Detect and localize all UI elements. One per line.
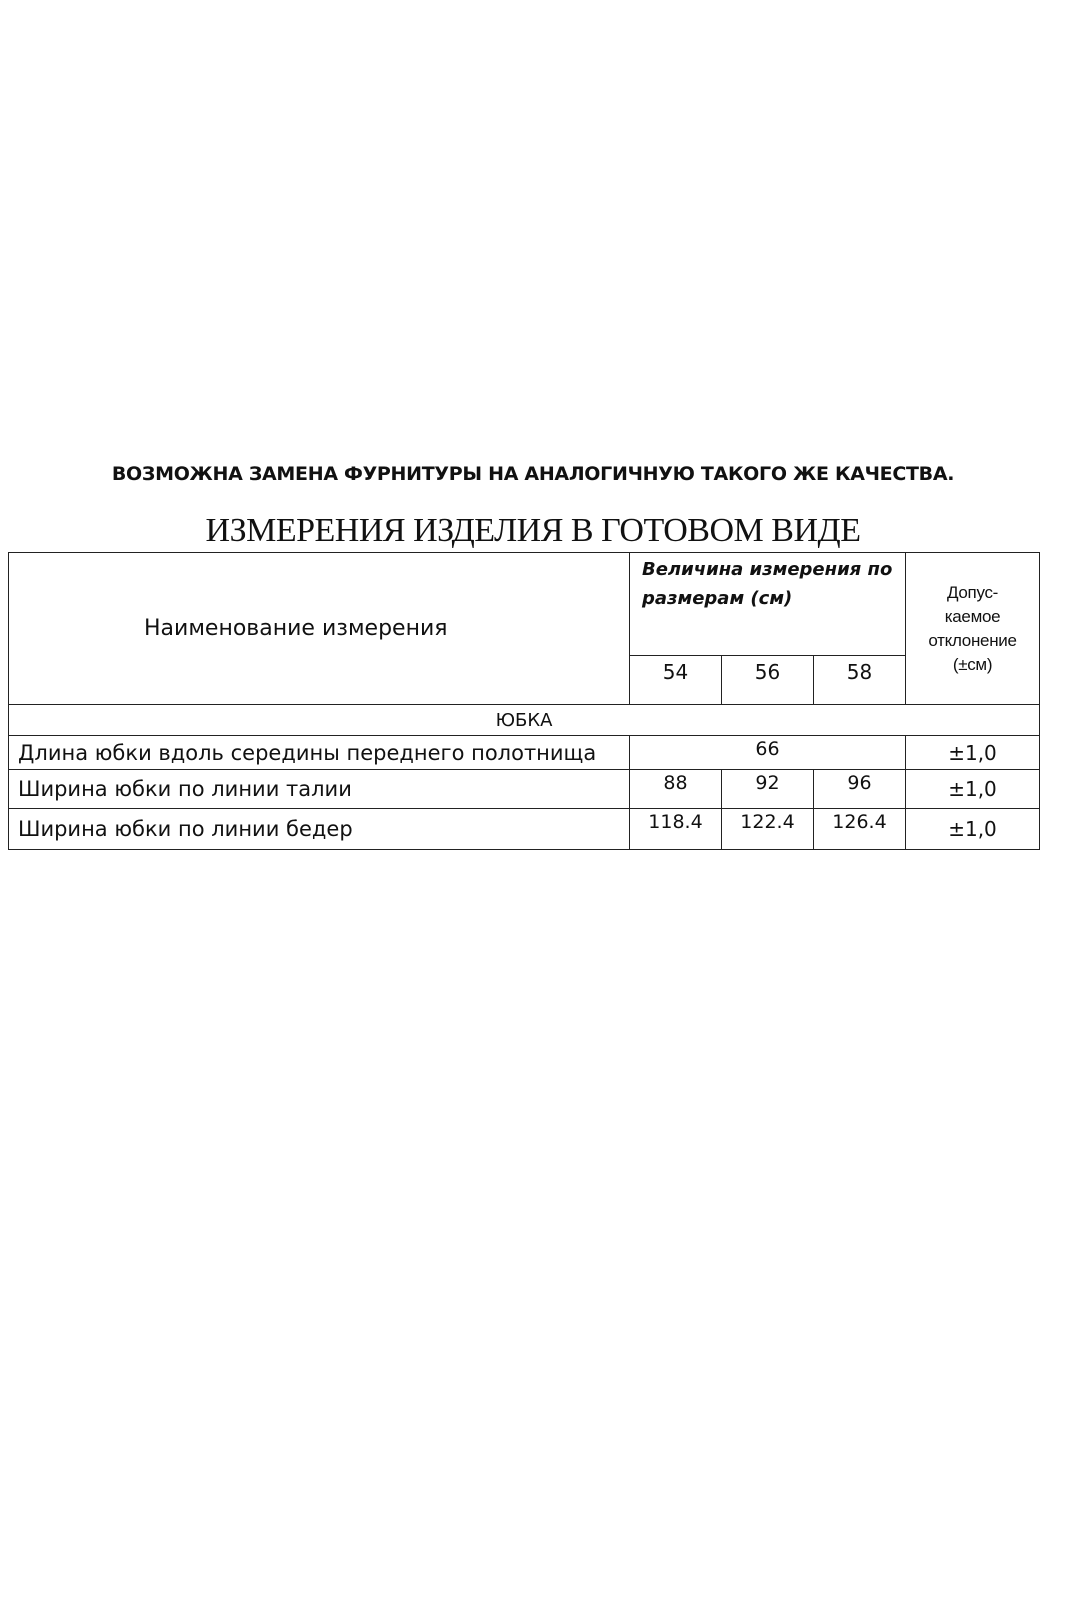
tolerance-header-line: (±см) xyxy=(952,654,993,674)
row-name: Длина юбки вдоль середины переднего полотнища xyxy=(9,736,630,770)
row-name: Ширина юбки по линии бедер xyxy=(9,809,630,850)
tolerance-header-line: отклонение xyxy=(928,630,1017,650)
row-value: 88 xyxy=(630,770,722,809)
sizes-heading: Величина измерения по размерам (см) xyxy=(630,553,906,656)
measurements-title: ИЗМЕРЕНИЯ ИЗДЕЛИЯ В ГОТОВОМ ВИДЕ xyxy=(205,512,861,549)
header-row xyxy=(9,553,1040,656)
section-row xyxy=(9,705,1040,736)
row-name: Ширина юбки по линии талии xyxy=(9,770,630,809)
table-row xyxy=(9,770,1040,809)
measurements-table xyxy=(8,552,1040,850)
measurement-name-header: Наименование измерения xyxy=(9,553,630,705)
row-tolerance: ±1,0 xyxy=(906,736,1040,770)
row-value: 96 xyxy=(814,770,906,809)
row-value: 118.4 xyxy=(630,809,722,850)
hardware-replacement-notice: ВОЗМОЖНА ЗАМЕНА ФУРНИТУРЫ НА АНАЛОГИЧНУЮ ТАКОГО ЖЕ КАЧЕСТВА. xyxy=(111,463,955,485)
size-56-header: 56 xyxy=(722,656,814,705)
row-value: 122.4 xyxy=(722,809,814,850)
table-row xyxy=(9,809,1040,850)
size-58-header: 58 xyxy=(814,656,906,705)
table-row xyxy=(9,736,1040,770)
row-tolerance: ±1,0 xyxy=(906,809,1040,850)
size-54-header: 54 xyxy=(630,656,722,705)
section-skirt: ЮБКА xyxy=(9,705,1040,736)
row-value: 66 xyxy=(630,736,906,770)
tolerance-header xyxy=(906,553,1040,705)
row-value: 126.4 xyxy=(814,809,906,850)
tolerance-header-line: Допус- xyxy=(946,582,999,602)
row-value: 92 xyxy=(722,770,814,809)
row-tolerance: ±1,0 xyxy=(906,770,1040,809)
tolerance-header-line: каемое xyxy=(944,606,1001,626)
